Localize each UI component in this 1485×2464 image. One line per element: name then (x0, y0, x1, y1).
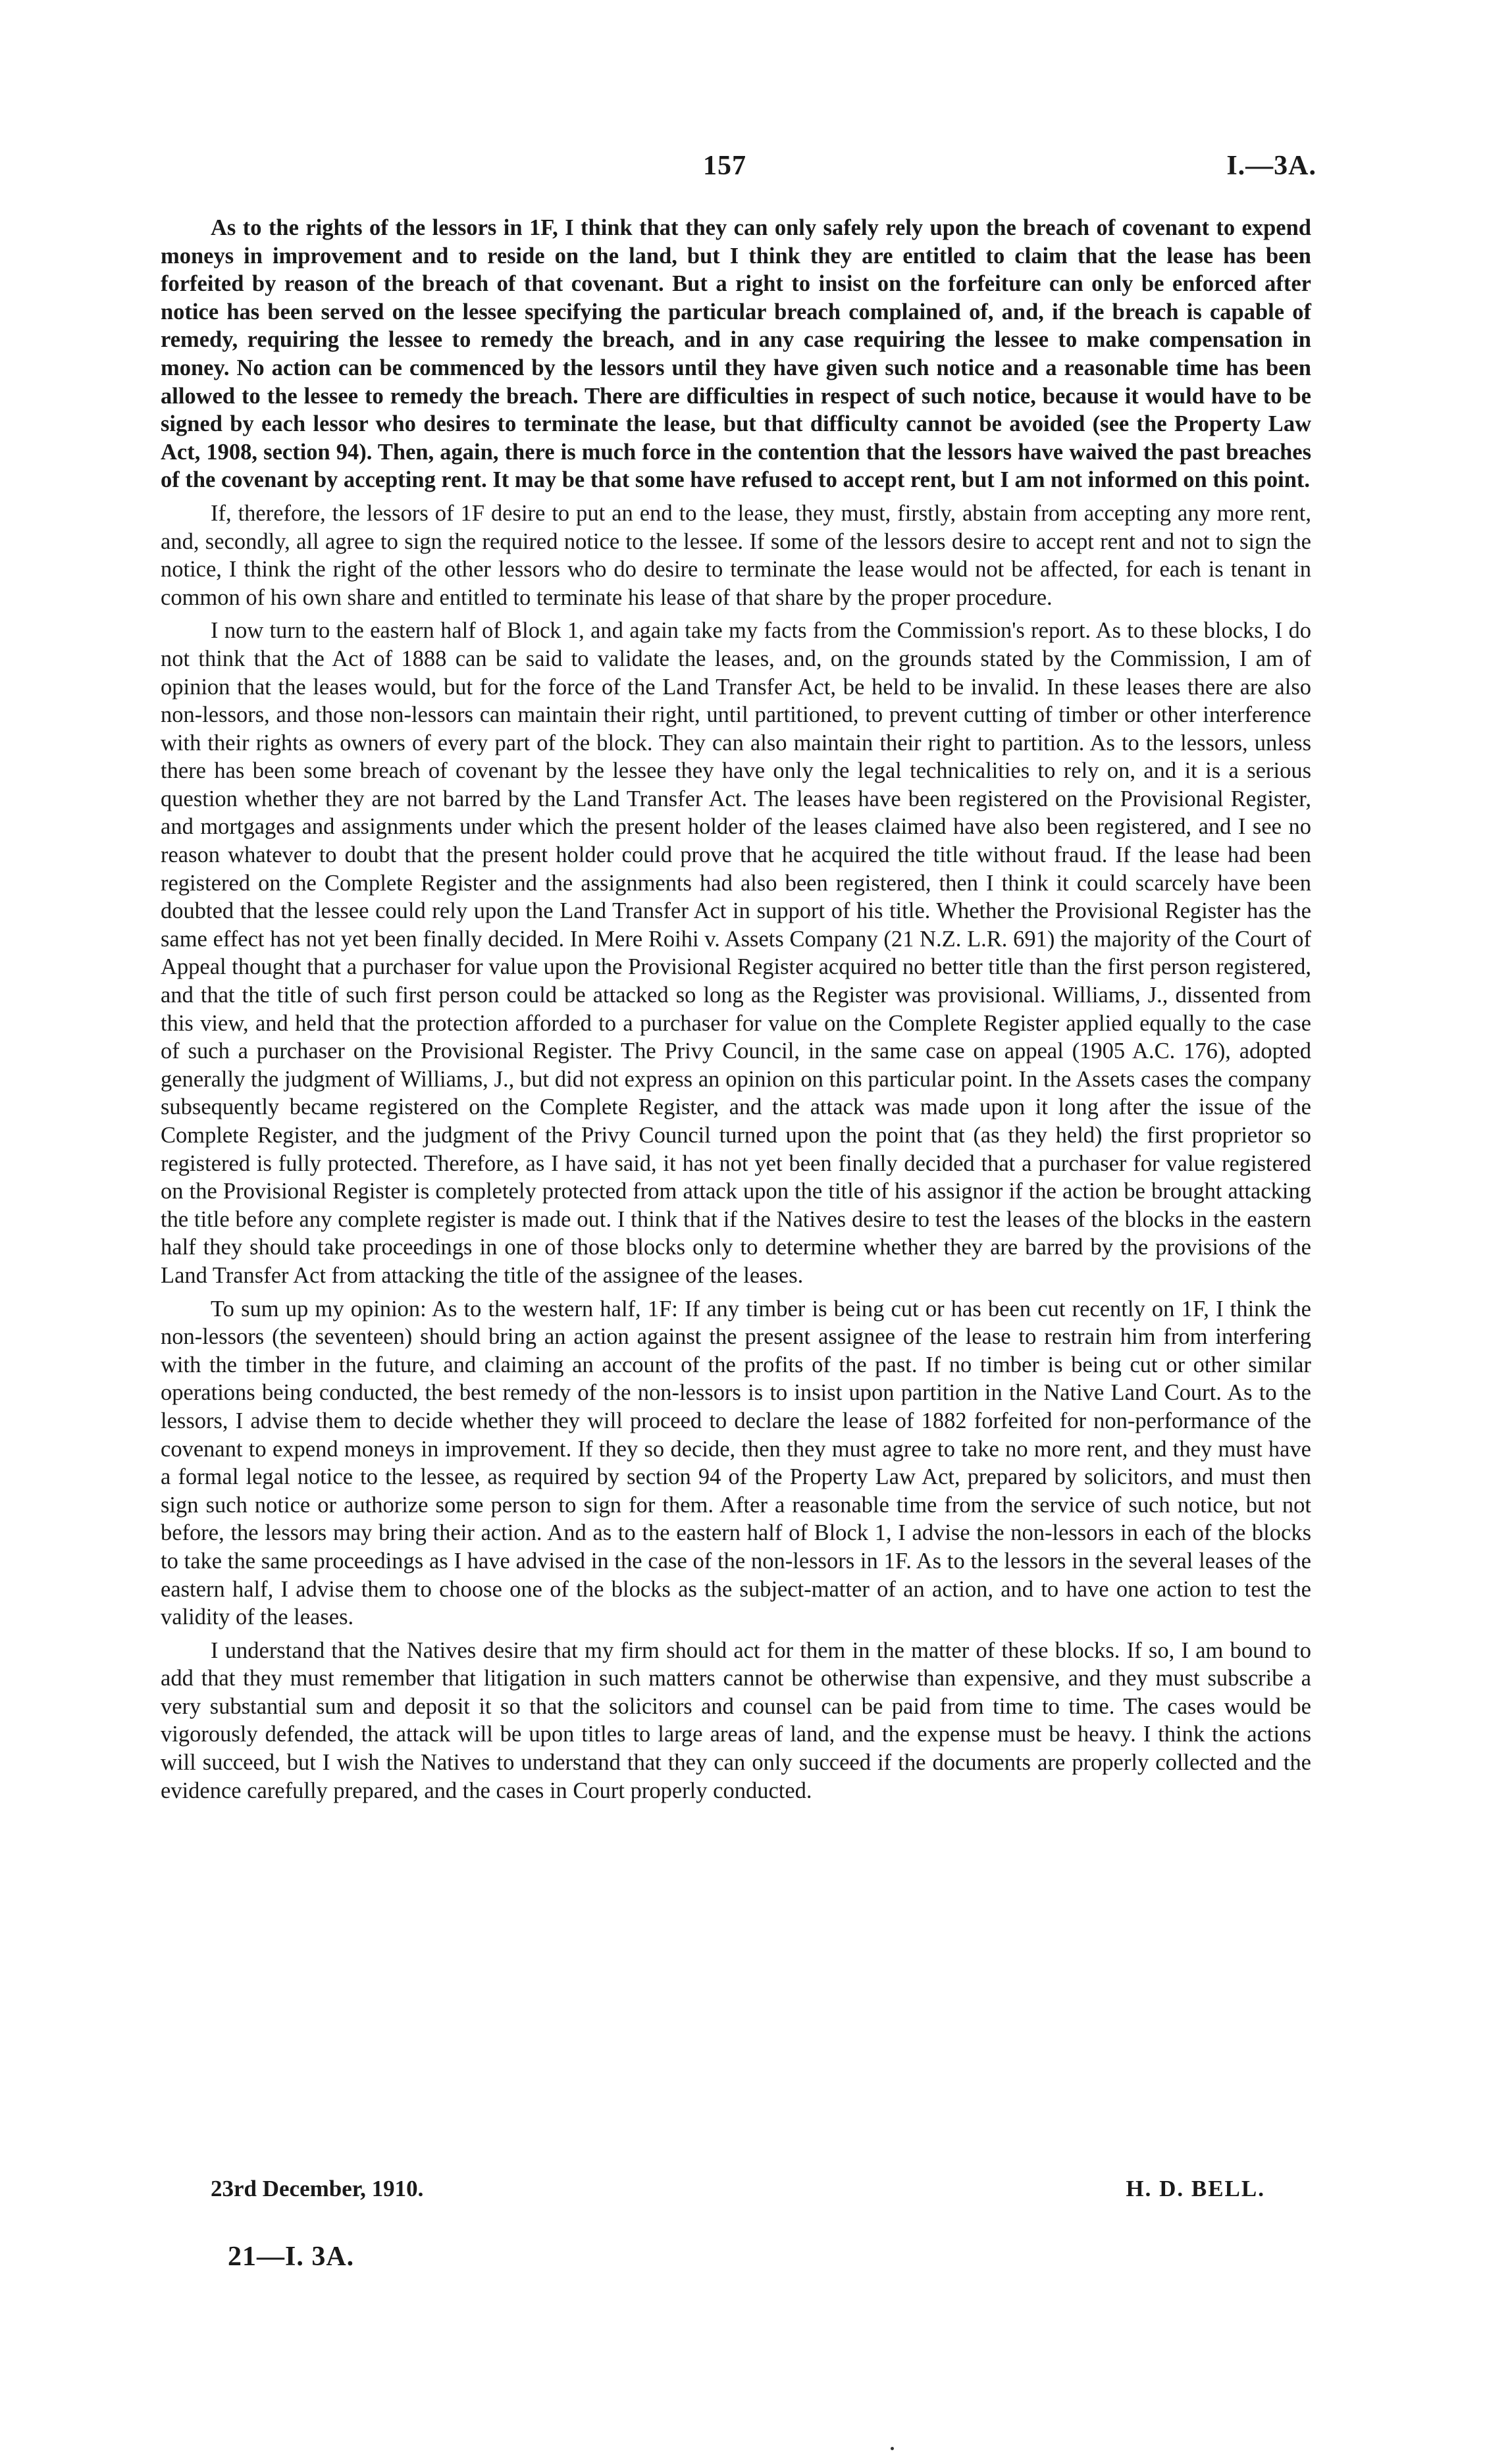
paragraph-terminate-lease: If, therefore, the lessors of 1F desire to put an end to the lease, they must, firstly, abstain from accepting any more rent, and, secondly, all agree to sign the required notice to the lessee. If some of the lessors desire to accept rent and not to sign the notice, I think the right of the other lessors who do desire to terminate the lease would not be affected, for each is tenant in common of his own share and entitled to terminate his lease of that share by the proper procedure. (161, 500, 1311, 610)
paragraph-lessors-rights: As to the rights of the lessors in 1F, I think that they can only safely rely upon the breach of covenant to expend moneys in improvement and to reside on the land, but I think they are entitled to claim that the lease has been forfeited by reason of the breach of that covenant. But a right to insist on the forfeiture can only be enforced after notice has been served on the lessee specifying the particular breach complained of, and, if the breach is capable of remedy, requiring the lessee to remedy the breach, and in any case requiring the lessee to make compensation in money. No action can be commenced by the lessors until they have given such notice and a reasonable time has been allowed to the lessee to remedy the breach. There are difficulties in respect of such notice, because it would have to be signed by each lessor who desires to terminate the lease, but that difficulty cannot be avoided (see the Property Law Act, 1908, section 94). Then, again, there is much force in the contention that the lessors have waived the past breaches of the covenant by accepting rent. It may be that some have refused to accept rent, but I am not informed on this point. (161, 215, 1311, 493)
paragraph-litigation-costs: I understand that the Natives desire that my firm should act for them in the matter of these blocks. If so, I am bound to add that they must remember that litigation in such matters cannot be otherwise than expensive, and they must subscribe a very substantial sum and deposit it so that the solicitors and counsel can be paid from time to time. The cases would be vigorously defended, the attack will be upon titles to large areas of land, and the expense must be heavy. I think the actions will succeed, but I wish the Natives to understand that they can only succeed if the documents are properly collected and the evidence carefully prepared, and the cases in Court properly conducted. (161, 1637, 1311, 1803)
signature-date: 23rd December, 1910. (211, 2176, 424, 2201)
document-reference: I.—3A. (1226, 151, 1316, 181)
page-number: 157 (703, 151, 746, 181)
body-text (161, 214, 1311, 1810)
paragraph-eastern-half: I now turn to the eastern half of Block 1, and again take my facts from the Commission's report. As to these blocks, I do not think that the Act of 1888 can be said to validate the leases, and, on the grounds stated by the Commission, I am of opinion that the leases would, but for the force of the Land Transfer Act, be held to be invalid. In these leases there are also non-lessors, and those non-lessors can maintain their right, until partitioned, to prevent cutting of timber or other interference with their rights as owners of every part of the block. They can also maintain their right to partition. As to the lessors, unless there has been some breach of covenant by the lessee they have only the legal technicalities to rely on, and it is a serious question whether they are not barred by the Land Transfer Act. The leases have been registered on the Provisional Register, and mortgages and assignments under which the present holder of the leases claimed have also been registered, and I see no reason whatever to doubt that the present holder could prove that he acquired the title without fraud. If the lease had been registered on the Complete Register and the assignments had also been registered, then I think it could scarcely have been doubted that the lessee could rely upon the Land Transfer Act in support of his title. Whether the Provisional Register has the same effect has not yet been finally decided. In Mere Roihi v. Assets Company (21 N.Z. L.R. 691) the majority of the Court of Appeal thought that a purchaser for value upon the Provisional Register acquired no better title than the first person registered, and that the title of such first person could be attacked so long as the Register was provisional. Williams, J., dissented from this view, and held that the protection afforded to a purchaser for value on the Complete Register applied equally to the case of such a purchaser on the Provisional Register. The Privy Council, in the same case on appeal (1905 A.C. 176), adopted generally the judgment of Williams, J., but did not express an opinion on this particular point. In the Assets cases the company subsequently became registered on the Complete Register, and the attack was made upon it long after the issue of the Complete Register, and the judgment of the Privy Council turned upon the point that (as they held) the first proprietor so registered is fully protected. Therefore, as I have said, it has not yet been finally decided that a purchaser for value registered on the Provisional Register is completely protected from attack upon the title of his assignor if the action be brought attacking the title before any complete register is made out. I think that if the Natives desire to test the leases of the blocks in the eastern half they should take proceedings in one of those blocks only to determine whether they are barred by the provisions of the Land Transfer Act from attacking the title of the assignee of the leases. (161, 618, 1311, 1288)
signatory-name: H. D. BELL. (1126, 2176, 1265, 2201)
stray-print-mark (891, 2447, 894, 2450)
paragraph-summary-opinion: To sum up my opinion: As to the western half, 1F: If any timber is being cut or has been cut recently on 1F, I think the non-lessors (the seventeen) should bring an action against the present assignee of the lease to restrain him from interfering with the timber in the future, and claiming an account of the profits of the past. If no timber is being cut or other similar operations being conducted, the best remedy of the non-lessors is to insist upon partition in the Native Land Court. As to the lessors, I advise them to decide whether they will proceed to declare the lease of 1882 forfeited for non-performance of the covenant to expend moneys in improvement. If they so decide, then they must agree to take no more rent, and they must have a formal legal notice to the lessee, as required by section 94 of the Property Law Act, prepared by solicitors, and must then sign such notice or authorize some person to sign for them. After a reasonable time from the service of such notice, but not before, the lessors may bring their action. And as to the eastern half of Block 1, I advise the non-lessors in each of the blocks to take the same proceedings as I have advised in the case of the non-lessors in 1F. As to the lessors in the several leases of the eastern half, I advise them to choose one of the blocks as the subject-matter of an action, and to have one action to test the validity of the leases. (161, 1296, 1311, 1630)
signature-block (161, 2176, 1311, 2209)
footer-reference: 21—I. 3A. (228, 2242, 355, 2272)
page-header (0, 150, 1485, 190)
